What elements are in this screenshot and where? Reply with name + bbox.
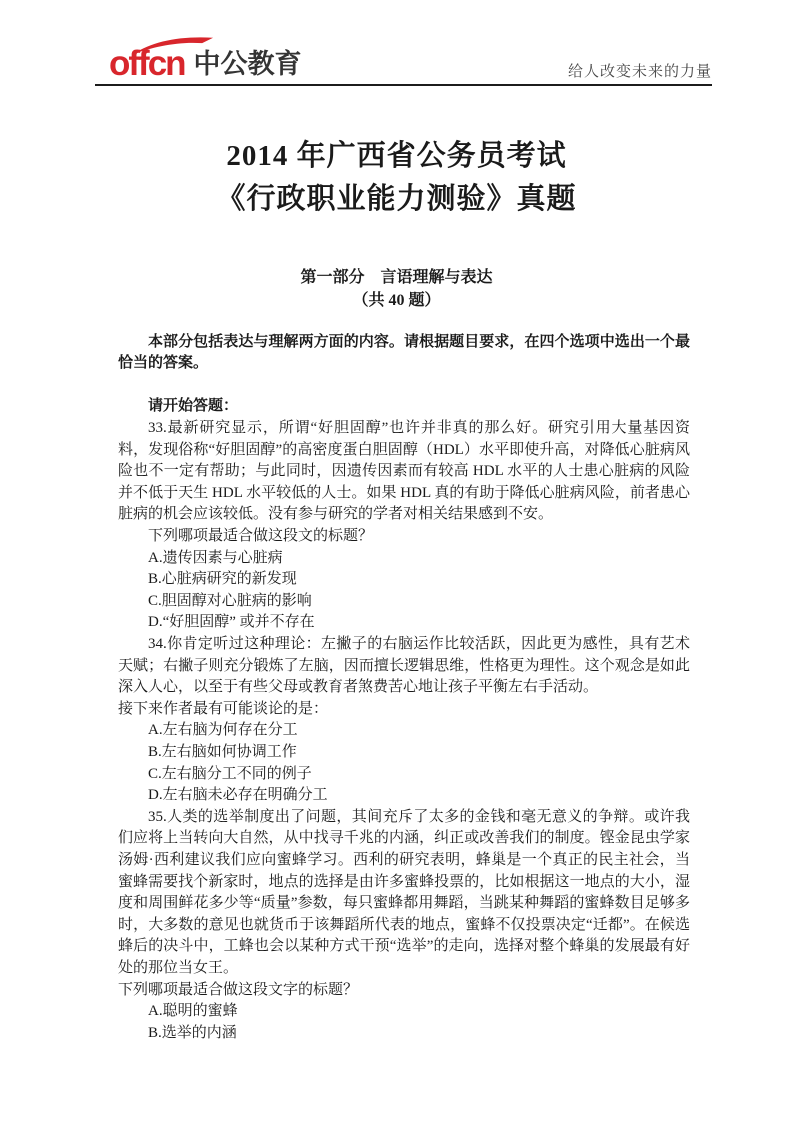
header-divider (95, 84, 712, 86)
offcn-logo (109, 44, 302, 84)
section-heading (0, 266, 793, 312)
document-title-line2: 《行政职业能力测验》真题 (216, 182, 577, 215)
section-heading-main: 第一部分 言语理解与表达 (300, 268, 493, 286)
question-33-body: 33.最新研究显示，所谓“好胆固醇”也许并非真的那么好。研究引用大量基因资料，发现俗称“好胆固醇”的高密度蛋白胆固醇（HDL）水平即使升高，对降低心脏病风险也不一定有帮助；与此同时，因遗传因素而有较高 HDL 水平的人士患心脏病的风险并不低于天生 HDL 水平较低的人士。如果 HDL 真的有助于降低心脏病风险，前者患心脏病的机会应该较低。没有参与研究的学者对相关结果感到不安。 (118, 420, 690, 523)
logo-swoosh-icon (131, 35, 217, 55)
question-34-option-c: C.左右脑分工不同的例子 (148, 765, 312, 782)
question-35-option-b: B.选举的内涵 (148, 1024, 237, 1041)
document-title-line1: 2014 年广西省公务员考试 (226, 139, 567, 172)
question-33-option-d: D.“好胆固醇” 或并不存在 (148, 614, 315, 631)
question-35-stem: 下列哪项最适合做这段文字的标题？ (118, 981, 359, 998)
logo-wordmark (109, 44, 185, 83)
begin-answer-label: 请开始答题： (148, 398, 239, 415)
question-34-body: 34.你肯定听过这种理论：左撇子的右脑运作比较活跃，因此更为感性，具有艺术天赋；右撇子则充分锻炼了左脑，因而擅长逻辑思维，性格更为理性。这个观念是如此深入人心，以至于有些父母或教育者煞费苦心地让孩子平衡左右手活动。 (118, 636, 690, 696)
question-35-option-a: A.聪明的蜜蜂 (148, 1003, 238, 1020)
question-34-option-a: A.左右脑为何存在分工 (148, 722, 298, 739)
page-header (95, 0, 712, 84)
document-title (0, 135, 793, 221)
question-33-option-b: B.心脏病研究的新发现 (148, 571, 297, 588)
section-heading-count: （共 40 题） (352, 291, 441, 309)
question-34-stem: 接下来作者最有可能谈论的是： (118, 700, 329, 717)
logo-chinese-text: 中公教育 (193, 48, 302, 79)
question-33-option-a: A.遗传因素与心脏病 (148, 549, 283, 566)
question-35-body: 35.人类的选举制度出了问题，其间充斥了太多的金钱和毫无意义的争辩。或许我们应将上当转向大自然，从中找寻千兆的内涵，纠正或改善我们的制度。铿金昆虫学家汤姆·西利建议我们应向蜜蜂学习。西利的研究表明，蜂巢是一个真正的民主社会，当蜜蜂需要找个新家时，地点的选择是由许多蜜蜂投票的，比如根据这一地点的大小，湿度和周围鲜花多少等“质量”参数，每只蜜蜂都用舞蹈，当跳某种舞蹈的蜜蜂数目足够多时，大多数的意见也就货币于该舞蹈所代表的地点，蜜蜂不仅投票决定“迁都”。在候选蜂后的决斗中，工蜂也会以某种方式干预“选举”的走向，选择对整个蜂巢的发展最有好处的那位当女王。 (118, 808, 690, 976)
question-33-stem: 下列哪项最适合做这段文的标题？ (148, 528, 374, 545)
header-tagline: 给人改变未来的力量 (567, 63, 712, 80)
document-body (118, 332, 690, 1045)
section-intro: 本部分包括表达与理解两方面的内容。请根据题目要求，在四个选项中选出一个最恰当的答案。 (118, 333, 690, 372)
logo-latin-text: offcn (109, 44, 185, 83)
question-34-option-d: D.左右脑未必存在明确分工 (148, 787, 328, 804)
question-33-option-c: C.胆固醇对心脏病的影响 (148, 592, 312, 609)
question-34-option-b: B.左右脑如何协调工作 (148, 743, 297, 760)
